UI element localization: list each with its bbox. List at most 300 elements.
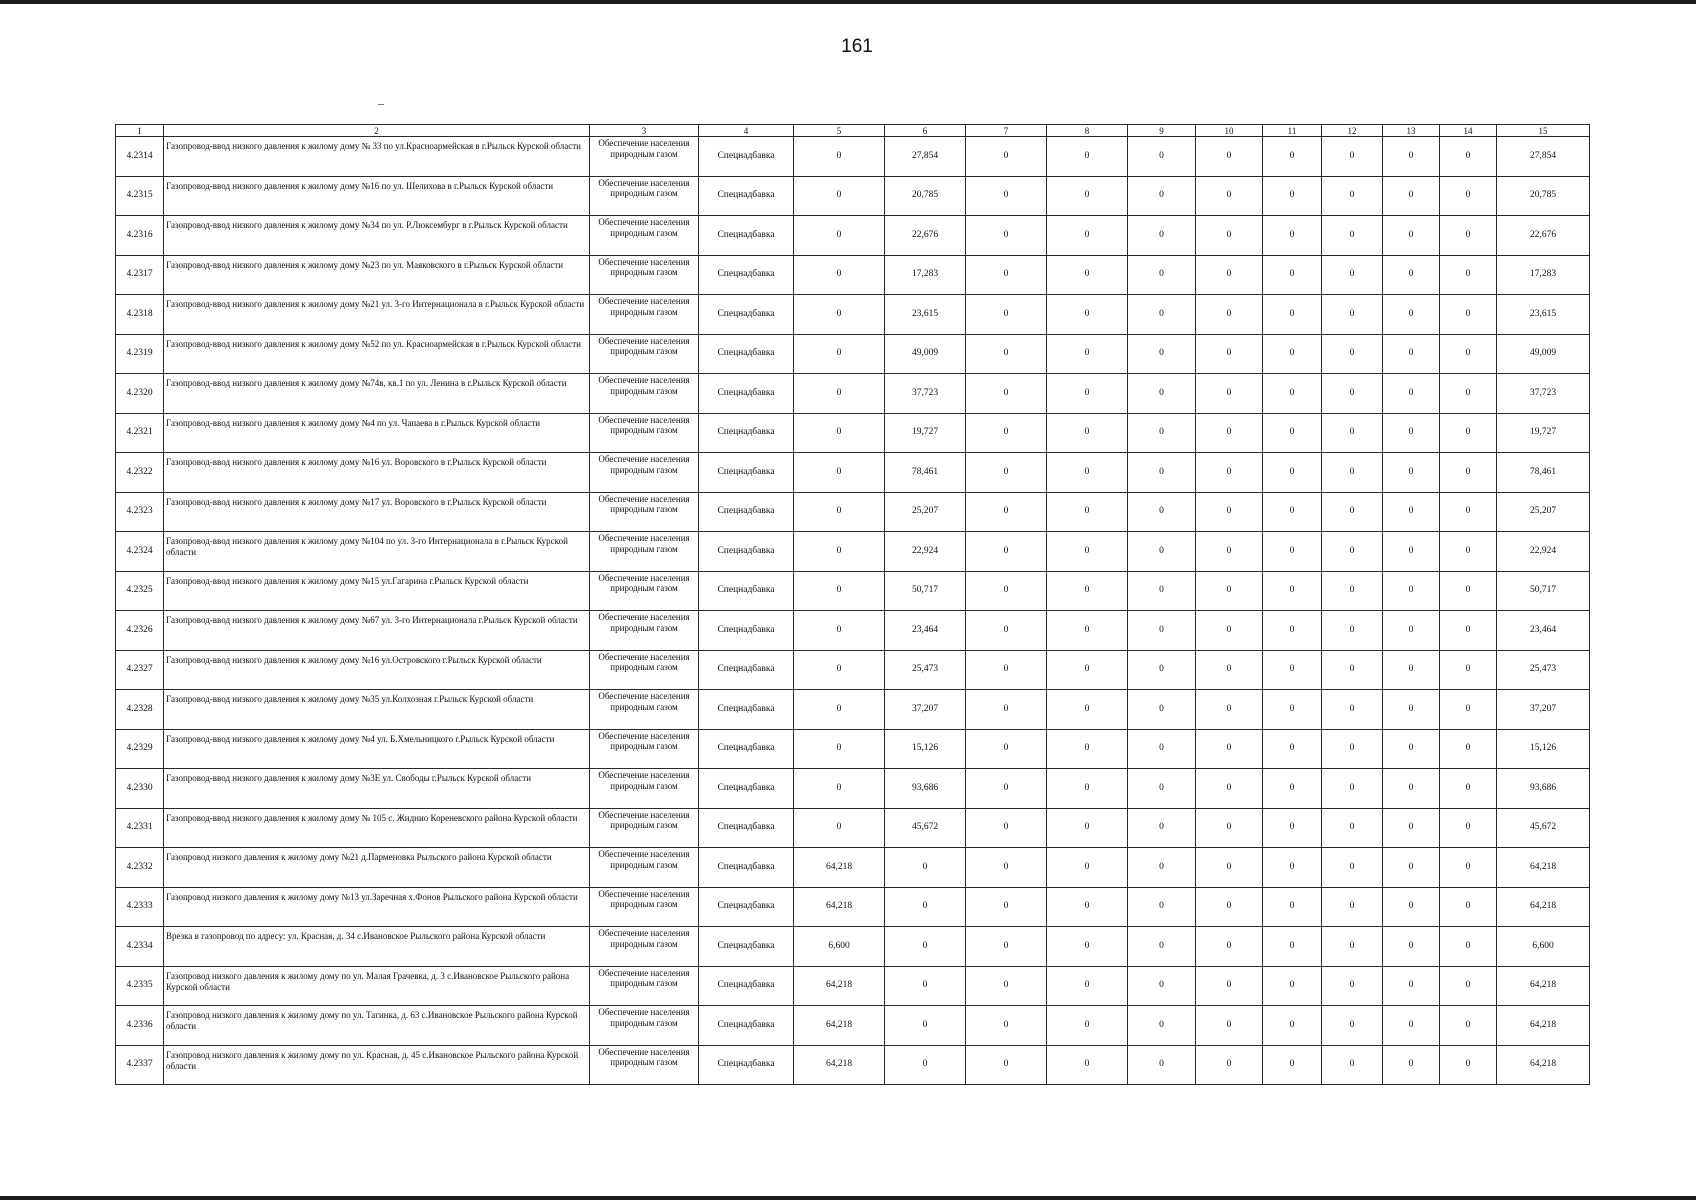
col9-value: 0 [1128,216,1196,256]
column-header-13: 13 [1383,125,1440,137]
total-value: 23,615 [1497,295,1590,335]
col10-value: 0 [1196,492,1263,532]
col10-value: 0 [1196,374,1263,414]
col10-value: 0 [1196,216,1263,256]
col12-value: 0 [1322,295,1383,335]
total-value: 19,727 [1497,413,1590,453]
purpose: Обеспечение населения природным газом [590,690,699,730]
col6-value: 45,672 [885,808,966,848]
col5-value: 0 [794,650,885,690]
col9-value: 0 [1128,571,1196,611]
total-value: 25,207 [1497,492,1590,532]
table-row [116,255,1590,295]
col8-value: 0 [1047,137,1128,177]
total-value: 22,676 [1497,216,1590,256]
row-id: 4.2337 [116,1045,164,1085]
col12-value: 0 [1322,176,1383,216]
table-row [116,413,1590,453]
col14-value: 0 [1440,413,1497,453]
col10-value: 0 [1196,255,1263,295]
col8-value: 0 [1047,887,1128,927]
col12-value: 0 [1322,650,1383,690]
col12-value: 0 [1322,1006,1383,1046]
col11-value: 0 [1263,532,1322,572]
row-id: 4.2330 [116,769,164,809]
row-id: 4.2334 [116,927,164,967]
purpose: Обеспечение населения природным газом [590,492,699,532]
col12-value: 0 [1322,927,1383,967]
purpose: Обеспечение населения природным газом [590,295,699,335]
col7-value: 0 [966,1045,1047,1085]
col14-value: 0 [1440,453,1497,493]
col7-value: 0 [966,650,1047,690]
col14-value: 0 [1440,374,1497,414]
col7-value: 0 [966,729,1047,769]
col13-value: 0 [1383,611,1440,651]
col9-value: 0 [1128,1045,1196,1085]
col12-value: 0 [1322,571,1383,611]
purpose: Обеспечение населения природным газом [590,848,699,888]
col10-value: 0 [1196,176,1263,216]
col5-value: 0 [794,374,885,414]
col10-value: 0 [1196,611,1263,651]
col13-value: 0 [1383,532,1440,572]
col8-value: 0 [1047,966,1128,1006]
table-row [116,690,1590,730]
row-id: 4.2325 [116,571,164,611]
col12-value: 0 [1322,887,1383,927]
total-value: 93,686 [1497,769,1590,809]
row-id: 4.2326 [116,611,164,651]
purpose: Обеспечение населения природным газом [590,255,699,295]
table-body [116,137,1590,1085]
col10-value: 0 [1196,729,1263,769]
col12-value: 0 [1322,769,1383,809]
col13-value: 0 [1383,216,1440,256]
col11-value: 0 [1263,650,1322,690]
table-row [116,137,1590,177]
row-id: 4.2319 [116,334,164,374]
col5-value: 0 [794,176,885,216]
col5-value: 0 [794,690,885,730]
col14-value: 0 [1440,137,1497,177]
col14-value: 0 [1440,532,1497,572]
col11-value: 0 [1263,848,1322,888]
col6-value: 17,283 [885,255,966,295]
table-row [116,650,1590,690]
col13-value: 0 [1383,650,1440,690]
col9-value: 0 [1128,769,1196,809]
col13-value: 0 [1383,255,1440,295]
col13-value: 0 [1383,729,1440,769]
col12-value: 0 [1322,216,1383,256]
column-header-14: 14 [1440,125,1497,137]
object-description: Газопровод низкого давления к жилому дому №13 ул.Заречная х.Фонов Рыльского района Курской области [164,887,590,927]
col14-value: 0 [1440,295,1497,335]
total-value: 64,218 [1497,887,1590,927]
col14-value: 0 [1440,255,1497,295]
funding-source: Спецнадбавка [699,374,794,414]
col10-value: 0 [1196,453,1263,493]
total-value: 64,218 [1497,1006,1590,1046]
table-row [116,176,1590,216]
funding-source: Спецнадбавка [699,1045,794,1085]
col14-value: 0 [1440,769,1497,809]
col5-value: 64,218 [794,848,885,888]
object-description: Газопровод низкого давления к жилому дому по ул. Малая Грачевка, д. 3 с.Ивановское Рыльского района Курской области [164,966,590,1006]
col9-value: 0 [1128,1006,1196,1046]
table-row [116,1006,1590,1046]
row-id: 4.2315 [116,176,164,216]
col14-value: 0 [1440,927,1497,967]
funding-source: Спецнадбавка [699,690,794,730]
object-description: Газопровод-ввод низкого давления к жилому дому № 33 по ул.Красноармейская в г.Рыльск Курской области [164,137,590,177]
col13-value: 0 [1383,1045,1440,1085]
col7-value: 0 [966,255,1047,295]
col14-value: 0 [1440,1006,1497,1046]
col11-value: 0 [1263,413,1322,453]
col8-value: 0 [1047,1006,1128,1046]
row-id: 4.2336 [116,1006,164,1046]
col12-value: 0 [1322,729,1383,769]
funding-source: Спецнадбавка [699,295,794,335]
col9-value: 0 [1128,887,1196,927]
col8-value: 0 [1047,532,1128,572]
col13-value: 0 [1383,887,1440,927]
col9-value: 0 [1128,295,1196,335]
purpose: Обеспечение населения природным газом [590,1006,699,1046]
col9-value: 0 [1128,137,1196,177]
col10-value: 0 [1196,927,1263,967]
column-header-12: 12 [1322,125,1383,137]
purpose: Обеспечение населения природным газом [590,137,699,177]
table-row [116,729,1590,769]
col11-value: 0 [1263,966,1322,1006]
col10-value: 0 [1196,1006,1263,1046]
col7-value: 0 [966,176,1047,216]
col8-value: 0 [1047,295,1128,335]
table-row [116,887,1590,927]
total-value: 45,672 [1497,808,1590,848]
total-value: 37,207 [1497,690,1590,730]
column-header-4: 4 [699,125,794,137]
col10-value: 0 [1196,334,1263,374]
table-row [116,927,1590,967]
col9-value: 0 [1128,453,1196,493]
col11-value: 0 [1263,769,1322,809]
col5-value: 0 [794,532,885,572]
scan-edge-bottom [0,1196,1696,1200]
col9-value: 0 [1128,650,1196,690]
col9-value: 0 [1128,492,1196,532]
col5-value: 0 [794,611,885,651]
funding-source: Спецнадбавка [699,334,794,374]
col7-value: 0 [966,966,1047,1006]
table-row [116,216,1590,256]
total-value: 64,218 [1497,1045,1590,1085]
col14-value: 0 [1440,887,1497,927]
col7-value: 0 [966,611,1047,651]
col7-value: 0 [966,532,1047,572]
col13-value: 0 [1383,137,1440,177]
col5-value: 0 [794,334,885,374]
col12-value: 0 [1322,492,1383,532]
object-description: Газопровод-ввод низкого давления к жилому дому №16 ул. Воровского в г.Рыльск Курской области [164,453,590,493]
col14-value: 0 [1440,216,1497,256]
col10-value: 0 [1196,769,1263,809]
col8-value: 0 [1047,769,1128,809]
col6-value: 0 [885,927,966,967]
col6-value: 0 [885,966,966,1006]
table-row [116,571,1590,611]
object-description: Газопровод-ввод низкого давления к жилому дому №67 ул. 3-го Интернационала г.Рыльск Курской области [164,611,590,651]
row-id: 4.2329 [116,729,164,769]
col12-value: 0 [1322,453,1383,493]
col9-value: 0 [1128,255,1196,295]
object-description: Газопровод-ввод низкого давления к жилому дому №4 ул. Б.Хмельницкого г.Рыльск Курской области [164,729,590,769]
col14-value: 0 [1440,571,1497,611]
object-description: Газопровод-ввод низкого давления к жилому дому №16 по ул. Шелихова в г.Рыльск Курской области [164,176,590,216]
col11-value: 0 [1263,729,1322,769]
col13-value: 0 [1383,571,1440,611]
table-row [116,611,1590,651]
purpose: Обеспечение населения природным газом [590,176,699,216]
col13-value: 0 [1383,334,1440,374]
col10-value: 0 [1196,1045,1263,1085]
total-value: 23,464 [1497,611,1590,651]
col5-value: 64,218 [794,1045,885,1085]
total-value: 49,009 [1497,334,1590,374]
purpose: Обеспечение населения природным газом [590,611,699,651]
col8-value: 0 [1047,690,1128,730]
row-id: 4.2320 [116,374,164,414]
col14-value: 0 [1440,611,1497,651]
total-value: 6,600 [1497,927,1590,967]
row-id: 4.2317 [116,255,164,295]
col13-value: 0 [1383,690,1440,730]
col6-value: 25,473 [885,650,966,690]
col11-value: 0 [1263,887,1322,927]
col5-value: 6,600 [794,927,885,967]
row-id: 4.2314 [116,137,164,177]
col14-value: 0 [1440,690,1497,730]
col10-value: 0 [1196,295,1263,335]
col7-value: 0 [966,690,1047,730]
col6-value: 0 [885,887,966,927]
col9-value: 0 [1128,729,1196,769]
col11-value: 0 [1263,176,1322,216]
table-row [116,769,1590,809]
purpose: Обеспечение населения природным газом [590,927,699,967]
total-value: 15,126 [1497,729,1590,769]
row-id: 4.2335 [116,966,164,1006]
col14-value: 0 [1440,176,1497,216]
funding-source: Спецнадбавка [699,176,794,216]
funding-source: Спецнадбавка [699,453,794,493]
purpose: Обеспечение населения природным газом [590,571,699,611]
row-id: 4.2316 [116,216,164,256]
col5-value: 64,218 [794,966,885,1006]
col5-value: 0 [794,808,885,848]
funding-source: Спецнадбавка [699,966,794,1006]
col12-value: 0 [1322,137,1383,177]
funding-source: Спецнадбавка [699,887,794,927]
col8-value: 0 [1047,374,1128,414]
col11-value: 0 [1263,611,1322,651]
col6-value: 27,854 [885,137,966,177]
col6-value: 19,727 [885,413,966,453]
total-value: 27,854 [1497,137,1590,177]
col9-value: 0 [1128,176,1196,216]
col9-value: 0 [1128,690,1196,730]
col6-value: 0 [885,848,966,888]
purpose: Обеспечение населения природным газом [590,413,699,453]
col6-value: 20,785 [885,176,966,216]
col11-value: 0 [1263,927,1322,967]
funding-source: Спецнадбавка [699,808,794,848]
column-header-6: 6 [885,125,966,137]
purpose: Обеспечение населения природным газом [590,808,699,848]
col14-value: 0 [1440,650,1497,690]
col10-value: 0 [1196,887,1263,927]
object-description: Газопровод-ввод низкого давления к жилому дому №21 ул. 3-го Интернационала в г.Рыльск Курской области [164,295,590,335]
row-id: 4.2327 [116,650,164,690]
col10-value: 0 [1196,690,1263,730]
total-value: 37,723 [1497,374,1590,414]
col7-value: 0 [966,137,1047,177]
col14-value: 0 [1440,966,1497,1006]
col13-value: 0 [1383,413,1440,453]
col8-value: 0 [1047,413,1128,453]
col13-value: 0 [1383,1006,1440,1046]
col12-value: 0 [1322,255,1383,295]
table-row [116,1045,1590,1085]
col8-value: 0 [1047,453,1128,493]
col9-value: 0 [1128,808,1196,848]
funding-source: Спецнадбавка [699,769,794,809]
column-header-15: 15 [1497,125,1590,137]
col13-value: 0 [1383,966,1440,1006]
purpose: Обеспечение населения природным газом [590,729,699,769]
col6-value: 25,207 [885,492,966,532]
col7-value: 0 [966,492,1047,532]
col12-value: 0 [1322,374,1383,414]
funding-source: Спецнадбавка [699,1006,794,1046]
col7-value: 0 [966,453,1047,493]
col8-value: 0 [1047,571,1128,611]
object-description: Газопровод-ввод низкого давления к жилому дому №74в, кв.1 по ул. Ленина в г.Рыльск Курской области [164,374,590,414]
purpose: Обеспечение населения природным газом [590,1045,699,1085]
col7-value: 0 [966,295,1047,335]
col12-value: 0 [1322,611,1383,651]
col7-value: 0 [966,571,1047,611]
funding-source: Спецнадбавка [699,492,794,532]
total-value: 20,785 [1497,176,1590,216]
col12-value: 0 [1322,334,1383,374]
object-description: Газопровод низкого давления к жилому дому по ул. Тагинка, д. 63 с.Ивановское Рыльского района Курской области [164,1006,590,1046]
object-description: Газопровод-ввод низкого давления к жилому дому №16 ул.Островского г.Рыльск Курской области [164,650,590,690]
col6-value: 23,615 [885,295,966,335]
col8-value: 0 [1047,848,1128,888]
col5-value: 0 [794,492,885,532]
purpose: Обеспечение населения природным газом [590,216,699,256]
object-description: Газопровод-ввод низкого давления к жилому дому №15 ул.Гагарина г.Рыльск Курской области [164,571,590,611]
col10-value: 0 [1196,532,1263,572]
funding-source: Спецнадбавка [699,532,794,572]
col10-value: 0 [1196,808,1263,848]
funding-source: Спецнадбавка [699,848,794,888]
col11-value: 0 [1263,1006,1322,1046]
col8-value: 0 [1047,729,1128,769]
purpose: Обеспечение населения природным газом [590,650,699,690]
col8-value: 0 [1047,611,1128,651]
object-description: Газопровод-ввод низкого давления к жилому дому №23 по ул. Маяковского в г.Рыльск Курской области [164,255,590,295]
table-header [116,125,1590,137]
col11-value: 0 [1263,571,1322,611]
col5-value: 0 [794,216,885,256]
table-row [116,492,1590,532]
object-description: Газопровод-ввод низкого давления к жилому дому №3Е ул. Свободы г.Рыльск Курской области [164,769,590,809]
col11-value: 0 [1263,295,1322,335]
col12-value: 0 [1322,966,1383,1006]
col7-value: 0 [966,413,1047,453]
col5-value: 64,218 [794,887,885,927]
funding-source: Спецнадбавка [699,611,794,651]
purpose: Обеспечение населения природным газом [590,334,699,374]
scan-edge-top [0,0,1696,4]
col6-value: 0 [885,1045,966,1085]
column-header-7: 7 [966,125,1047,137]
col12-value: 0 [1322,532,1383,572]
col11-value: 0 [1263,1045,1322,1085]
row-id: 4.2324 [116,532,164,572]
col8-value: 0 [1047,216,1128,256]
table-row [116,532,1590,572]
col9-value: 0 [1128,927,1196,967]
object-description: Газопровод-ввод низкого давления к жилому дому №52 по ул. Красноармейская в г.Рыльск Курской области [164,334,590,374]
col6-value: 37,723 [885,374,966,414]
col7-value: 0 [966,374,1047,414]
col10-value: 0 [1196,848,1263,888]
col9-value: 0 [1128,532,1196,572]
total-value: 64,218 [1497,848,1590,888]
col11-value: 0 [1263,808,1322,848]
schedule-table [115,124,1590,1085]
column-header-3: 3 [590,125,699,137]
col10-value: 0 [1196,137,1263,177]
col13-value: 0 [1383,808,1440,848]
scan-mark [378,104,384,105]
col5-value: 0 [794,729,885,769]
row-id: 4.2318 [116,295,164,335]
col8-value: 0 [1047,808,1128,848]
col8-value: 0 [1047,1045,1128,1085]
col9-value: 0 [1128,334,1196,374]
column-header-5: 5 [794,125,885,137]
total-value: 17,283 [1497,255,1590,295]
col12-value: 0 [1322,413,1383,453]
total-value: 50,717 [1497,571,1590,611]
col8-value: 0 [1047,927,1128,967]
col5-value: 0 [794,571,885,611]
col11-value: 0 [1263,690,1322,730]
col5-value: 0 [794,295,885,335]
col8-value: 0 [1047,492,1128,532]
col9-value: 0 [1128,966,1196,1006]
col11-value: 0 [1263,334,1322,374]
col14-value: 0 [1440,808,1497,848]
col7-value: 0 [966,927,1047,967]
